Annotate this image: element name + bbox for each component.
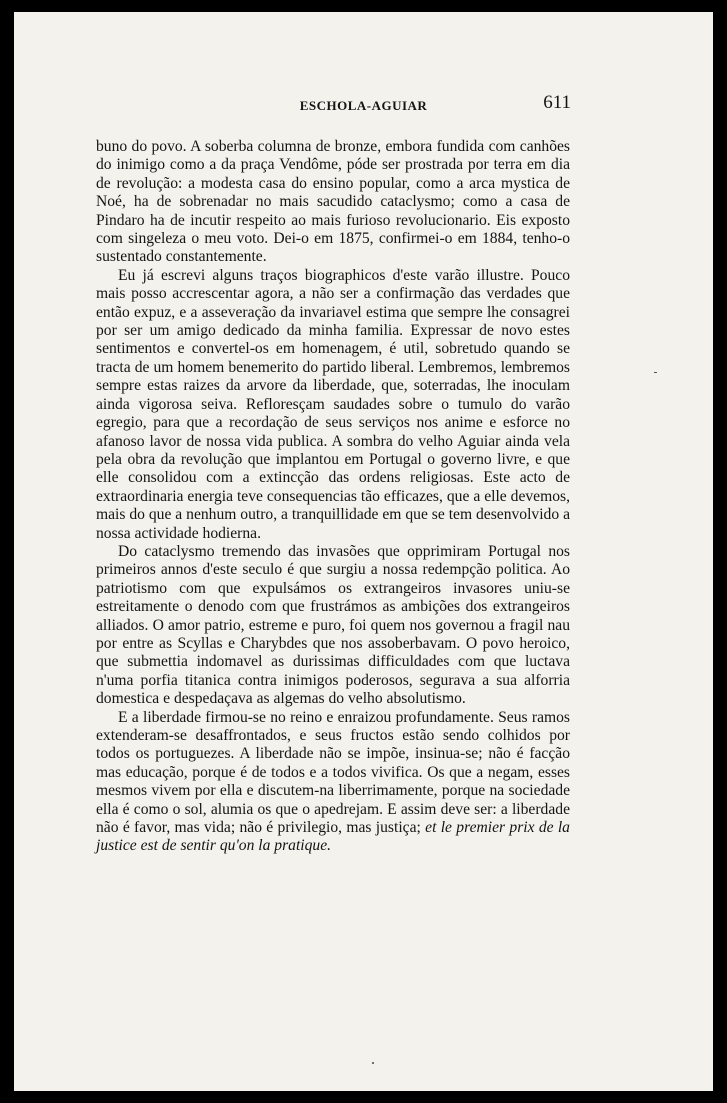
book-page bbox=[14, 12, 713, 1091]
print-speck bbox=[654, 372, 657, 373]
paragraph-2 bbox=[96, 267, 570, 543]
paragraph-3 bbox=[96, 543, 570, 709]
paragraph-1 bbox=[96, 138, 570, 267]
paragraph-4 bbox=[96, 709, 570, 856]
paragraph-2-text: Eu já escrevi alguns traços biographicos d'este varão illustre. Pouco mais posso accrescentar agora, a não ser a confirmação das verdades que então expuz, e a asseveração da invariavel estima que sempre lhe consagrei por ser um amigo dedicado da minha familia. Expressar de novo estes sentimentos e convertel-os em homenagem, é util, sobretudo quando se tracta de um homem benemerito do partido liberal. Lembremos, lembremos sempre estas raizes da arvore da liberdade, que, soterradas, lhe inoculam ainda vigorosa seiva. Refloresçam saudades sobre o tumulo do varão egregio, para que a recordação de seus serviços nos anime e esforce no afanoso lavor de nossa vida publica. A sombra do velho Aguiar ainda vela pela obra da revolução que implantou em Portugal o governo livre, e que elle consolidou com a extincção das ordens religiosas. Este acto de extraordinaria energia teve consequencias tão efficazes, que a elle devemos, mais do que a nenhum outro, a tranquillidade em que se tem desenvolvido a nossa actividade hodierna. bbox=[96, 266, 570, 542]
paragraph-3-text: Do cataclysmo tremendo das invasões que opprimiram Portugal nos primeiros annos d'este seculo é que surgiu a nossa redempção politica. Ao patriotismo com que expulsámos os extrangeiros invasores uniu-se estreitamente o denodo com que frustrámos as ambições dos extrangeiros alliados. O amor patrio, estreme e puro, foi quem nos governou a fragil nau por entre as Scyllas e Charybdes que nos assoberbavam. O povo heroico, que submettia indomavel as durissimas difficuldades com que luctava n'uma porfia titanica contra inimigos poderosos, segurava a sua alforria domestica e despedaçava as algemas do velho absolutismo. bbox=[96, 542, 570, 708]
paragraph-1-text: buno do povo. A soberba columna de bronze, embora fundida com canhões do inimigo como a da praça Vendôme, póde ser prostrada por terra em dia de revolução: a modesta casa do ensino popular, como a arca mystica de Noé, ha de sobrenadar no mais sacudido cataclysmo; como a casa de Pindaro ha de incutir respeito ao mais furioso revolucionario. Eis exposto com singeleza o meu voto. Dei-o em 1875, confirmei-o em 1884, tenho-o sustentado constantemente. bbox=[96, 138, 570, 266]
running-head: ESCHOLA-AGUIAR bbox=[299, 98, 428, 113]
body-text bbox=[96, 138, 570, 856]
print-speck bbox=[372, 1062, 374, 1064]
page-number: 611 bbox=[543, 92, 571, 113]
french-quote: et le premier prix de la justice est de sentir qu'on la pratique. bbox=[96, 819, 570, 855]
paragraph-4-text: E a liberdade firmou-se no reino e enraizou profundamente. Seus ramos extenderam-se desaffrontados, e seus fructos estão sendo colhidos por todos os portuguezes. A liberdade não se impõe, insinua-se; não é facção mas educação, porque é de todos e a todos vivifica. Os que a negam, esses mesmos vivem por ella e discutem-na liberrimamente, porque na sociedade ella é como o sol, alumia os que o apedrejam. E assim deve ser: a liberdade não é favor, mas vida; não é privilegio, mas justiça; bbox=[96, 708, 570, 837]
page-header bbox=[14, 92, 713, 122]
